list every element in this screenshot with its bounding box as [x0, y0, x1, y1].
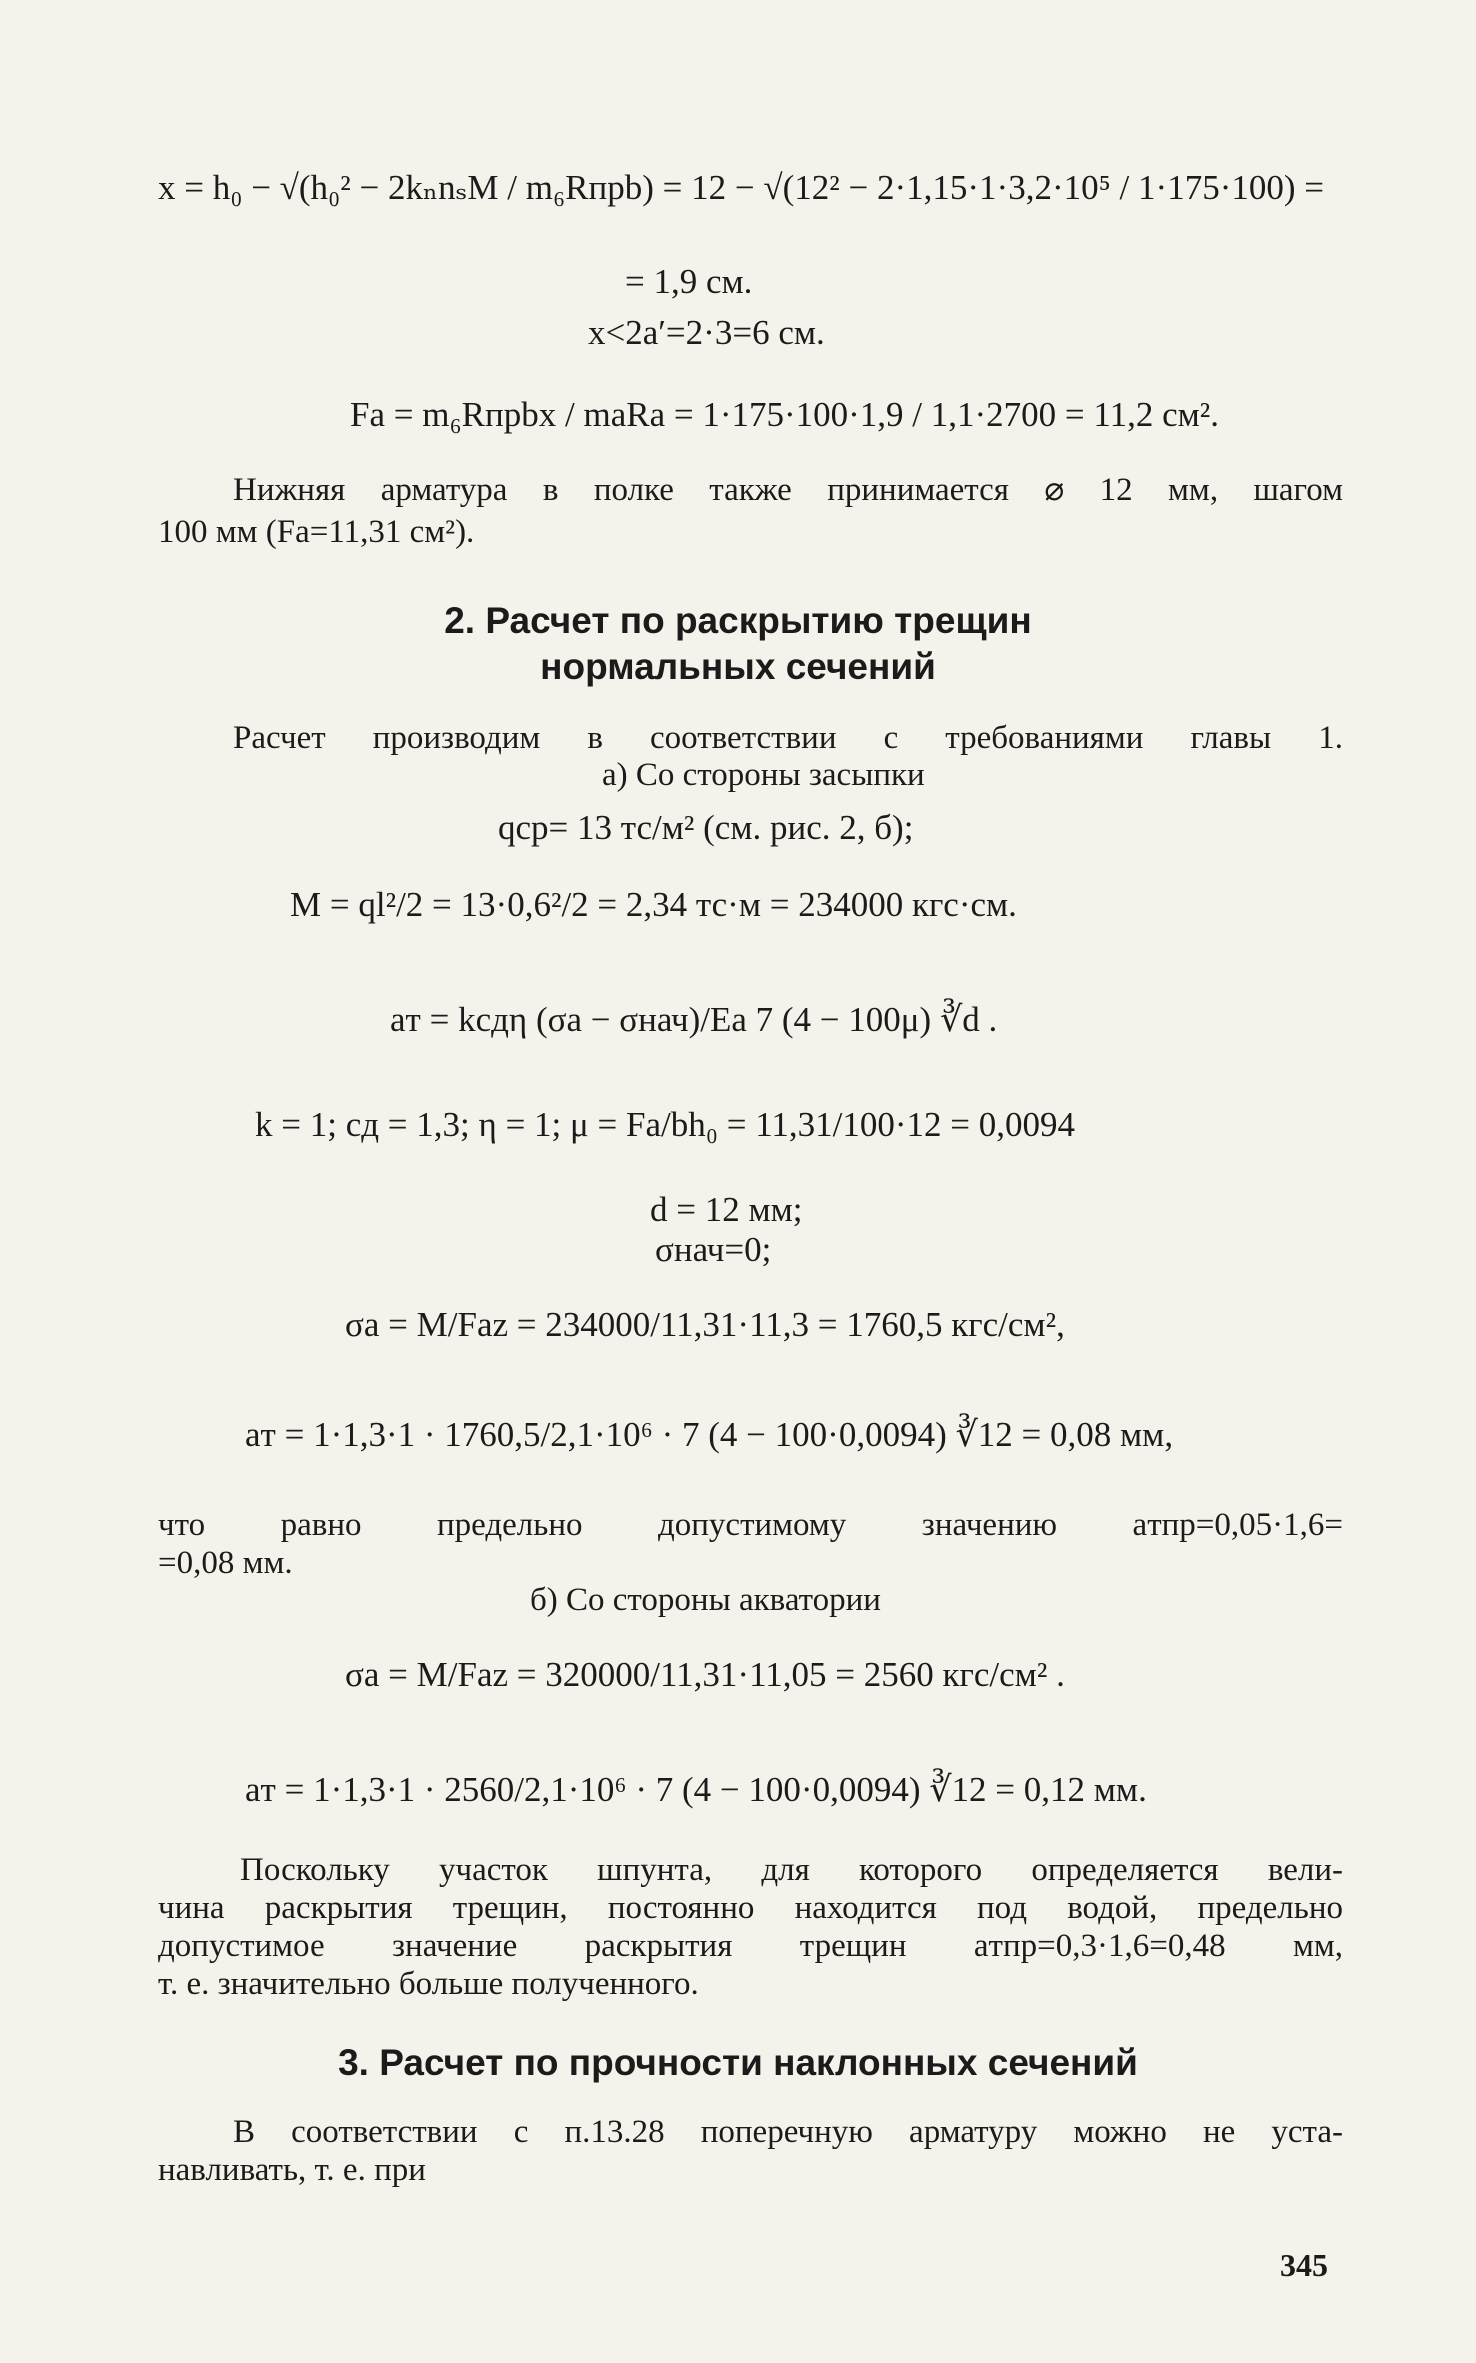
paragraph-underwater-3: допустимое значение раскрытия трещин aтпр=0,3·1,6=0,48 мм,: [158, 1928, 1343, 1964]
section-2-heading-line1: 2. Расчет по раскрытию трещин: [444, 600, 1032, 641]
formula-sigma-b: σа = M/Fаz = 320000/11,31·11,05 = 2560 кгс/см² .: [345, 1655, 1065, 1694]
paragraph-reinforcement-2: 100 мм (Fа=11,31 см²).: [158, 514, 475, 550]
paragraph-underwater-2: чина раскрытия трещин, постоянно находится под водой, предельно: [158, 1890, 1343, 1926]
page-number: 345: [1280, 2247, 1328, 2283]
section-2-heading-line2: нормальных сечений: [540, 646, 936, 687]
paragraph-underwater-1: Поскольку участок шпунта, для которого определяется вели-: [240, 1852, 1343, 1888]
subsection-a-title: а) Со стороны засыпки: [602, 757, 925, 793]
section-3-text-1: В соответствии с п.13.28 поперечную арматуру можно не уста-: [233, 2114, 1343, 2150]
formula-q: qср= 13 тс/м² (см. рис. 2, б);: [498, 808, 914, 847]
formula-sigma-initial: σнач=0;: [655, 1230, 772, 1269]
paragraph-underwater-4: т. е. значительно больше полученного.: [158, 1966, 699, 2002]
section-3-text-2: навливать, т. е. при: [158, 2152, 426, 2188]
formula-moment: M = ql²/2 = 13·0,6²/2 = 2,34 тс·м = 234000 кгс·см.: [290, 885, 1017, 924]
formula-sigma-a: σа = M/Fаz = 234000/11,31·11,3 = 1760,5 кгс/см²,: [345, 1305, 1065, 1344]
formula-fa: Fа = m₆Rпрbx / mаRа = 1·175·100·1,9 / 1,1·2700 = 11,2 см².: [350, 395, 1220, 434]
formula-at-a: aт = 1·1,3·1 · 1760,5/2,1·10⁶ · 7 (4 − 100·0,0094) ∛12 = 0,08 мм,: [245, 1415, 1174, 1454]
subsection-b-title: б) Со стороны акватории: [530, 1582, 881, 1618]
formula-x-line: x = h₀ − √(h₀² − 2kₙnₛM / m₆Rпрb) = 12 − √(12² − 2·1,15·1·3,2·10⁵ / 1·175·100) =: [158, 168, 1324, 207]
section-3-heading: 3. Расчет по прочности наклонных сечений: [338, 2042, 1138, 2083]
formula-x-result: = 1,9 см.: [625, 262, 753, 301]
paragraph-limit-1: что равно предельно допустимому значению aтпр=0,05·1,6=: [158, 1507, 1343, 1543]
formula-crack-width: aт = kcдη (σа − σнач)/Eа 7 (4 − 100μ) ∛d .: [390, 1000, 998, 1039]
formula-coefficients: k = 1; cд = 1,3; η = 1; μ = Fа/bh₀ = 11,31/100·12 = 0,0094: [255, 1105, 1076, 1144]
formula-at-b: aт = 1·1,3·1 · 2560/2,1·10⁶ · 7 (4 − 100·0,0094) ∛12 = 0,12 мм.: [245, 1770, 1147, 1809]
section-2-intro: Расчет производим в соответствии с требованиями главы 1.: [233, 720, 1343, 756]
paragraph-limit-2: =0,08 мм.: [158, 1545, 293, 1581]
formula-x-condition: x<2a′=2·3=6 см.: [588, 313, 825, 352]
formula-d: d = 12 мм;: [650, 1190, 803, 1229]
paragraph-reinforcement-1: Нижняя арматура в полке также принимается ⌀ 12 мм, шагом: [233, 472, 1343, 508]
